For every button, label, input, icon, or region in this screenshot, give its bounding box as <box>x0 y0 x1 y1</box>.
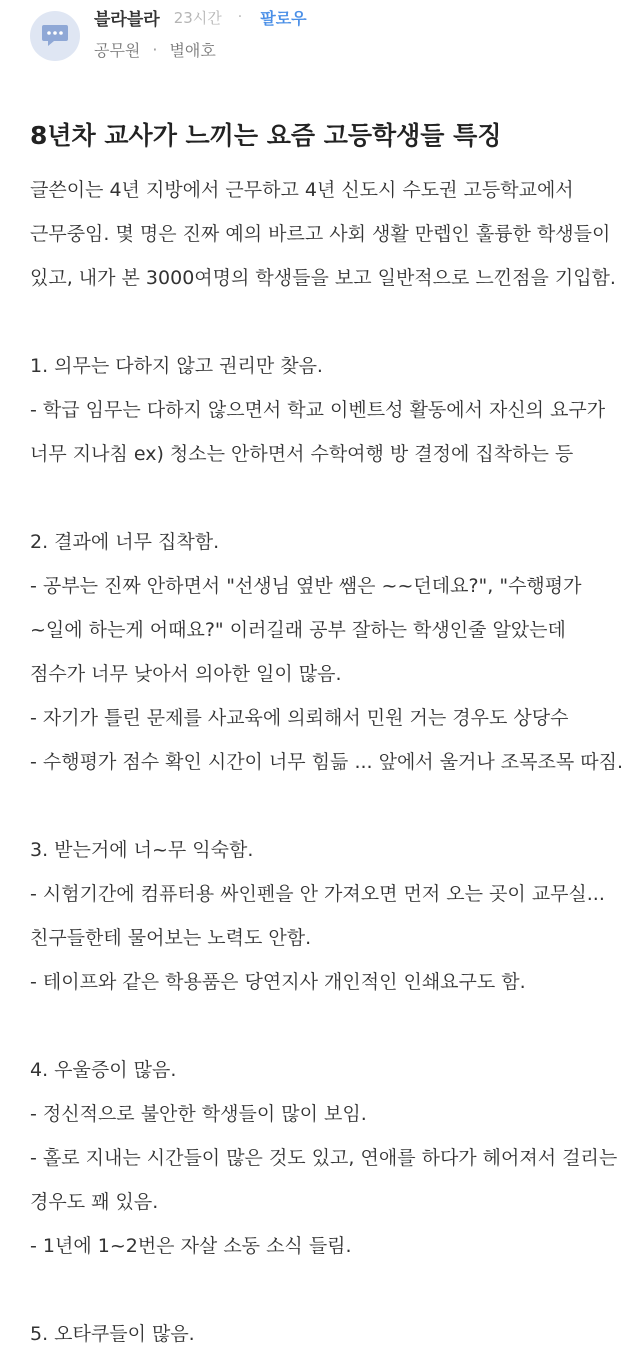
author-nickname: 별애호 <box>169 40 216 60</box>
body-line: - 시험기간에 컴퓨터용 싸인펜을 안 가져오면 먼저 오는 곳이 교무실... <box>30 883 605 905</box>
body-line: - 정신적으로 불안한 학생들이 많이 보임. <box>30 1103 367 1125</box>
author-job: 공무원 <box>94 40 141 60</box>
body-line: 경우도 꽤 있음. <box>30 1191 159 1213</box>
body-line: 친구들한테 물어보는 노력도 안함. <box>30 927 312 949</box>
body-line: 1. 의무는 다하지 않고 권리만 찾음. <box>30 355 323 377</box>
body-line: - 1년에 1~2번은 자살 소동 소식 들림. <box>30 1235 352 1257</box>
body-line: 너무 지나침 ex) 청소는 안하면서 수학여행 방 결정에 집착하는 등 <box>30 443 574 465</box>
body-line: 2. 결과에 너무 집착함. <box>30 531 220 553</box>
body-line: 5. 오타쿠들이 많음. <box>30 1323 195 1345</box>
body-line: 3. 받는거에 너~무 익숙함. <box>30 839 254 861</box>
blank-line <box>30 784 630 828</box>
meta-separator-dot: · <box>152 39 158 59</box>
body-line: 점수가 너무 낮아서 의아한 일이 많음. <box>30 663 342 685</box>
author-row <box>94 4 307 30</box>
author-meta <box>94 36 216 62</box>
body-line: 4. 우울증이 많음. <box>30 1059 177 1081</box>
body-line: ~일에 하는게 어때요?" 이러길래 공부 잘하는 학생인줄 알았는데 <box>30 619 566 641</box>
chat-bubble-icon <box>40 23 70 49</box>
post-body <box>30 168 630 1356</box>
post-title: 8년차 교사가 느끼는 요즘 고등학생들 특징 <box>30 121 502 150</box>
body-line: - 수행평가 점수 확인 시간이 너무 힘듦 ... 앞에서 울거나 조목조목 따짐. <box>30 751 624 773</box>
body-line: - 테이프와 같은 학용품은 당연지사 개인적인 인쇄요구도 함. <box>30 971 526 993</box>
body-line: 있고, 내가 본 3000여명의 학생들을 보고 일반적으로 느낀점을 기입함. <box>30 267 616 289</box>
body-line: 근무중임. 몇 명은 진짜 예의 바르고 사회 생활 만렙인 훌륭한 학생들이 <box>30 223 611 245</box>
separator-dot: · <box>237 9 243 25</box>
body-line: - 학급 임무는 다하지 않으면서 학교 이벤트성 활동에서 자신의 요구가 <box>30 399 606 421</box>
blank-line <box>30 1004 630 1048</box>
author-name[interactable]: 블라블라 <box>94 9 160 30</box>
post-header <box>0 0 640 80</box>
post-time: 23시간 <box>173 8 222 27</box>
body-line: - 홀로 지내는 시간들이 많은 것도 있고, 연애를 하다가 헤어져서 걸리는 <box>30 1147 618 1169</box>
follow-button[interactable]: 팔로우 <box>260 8 307 28</box>
blank-line <box>30 300 630 344</box>
body-line: - 공부는 진짜 안하면서 "선생님 옆반 쌤은 ~~던데요?", "수행평가 <box>30 575 582 597</box>
avatar[interactable] <box>30 11 80 61</box>
blank-line <box>30 1268 630 1312</box>
body-line: 글쓴이는 4년 지방에서 근무하고 4년 신도시 수도권 고등학교에서 <box>30 179 574 201</box>
blank-line <box>30 476 630 520</box>
body-line: - 자기가 틀린 문제를 사교육에 의뢰해서 민원 거는 경우도 상당수 <box>30 707 569 729</box>
